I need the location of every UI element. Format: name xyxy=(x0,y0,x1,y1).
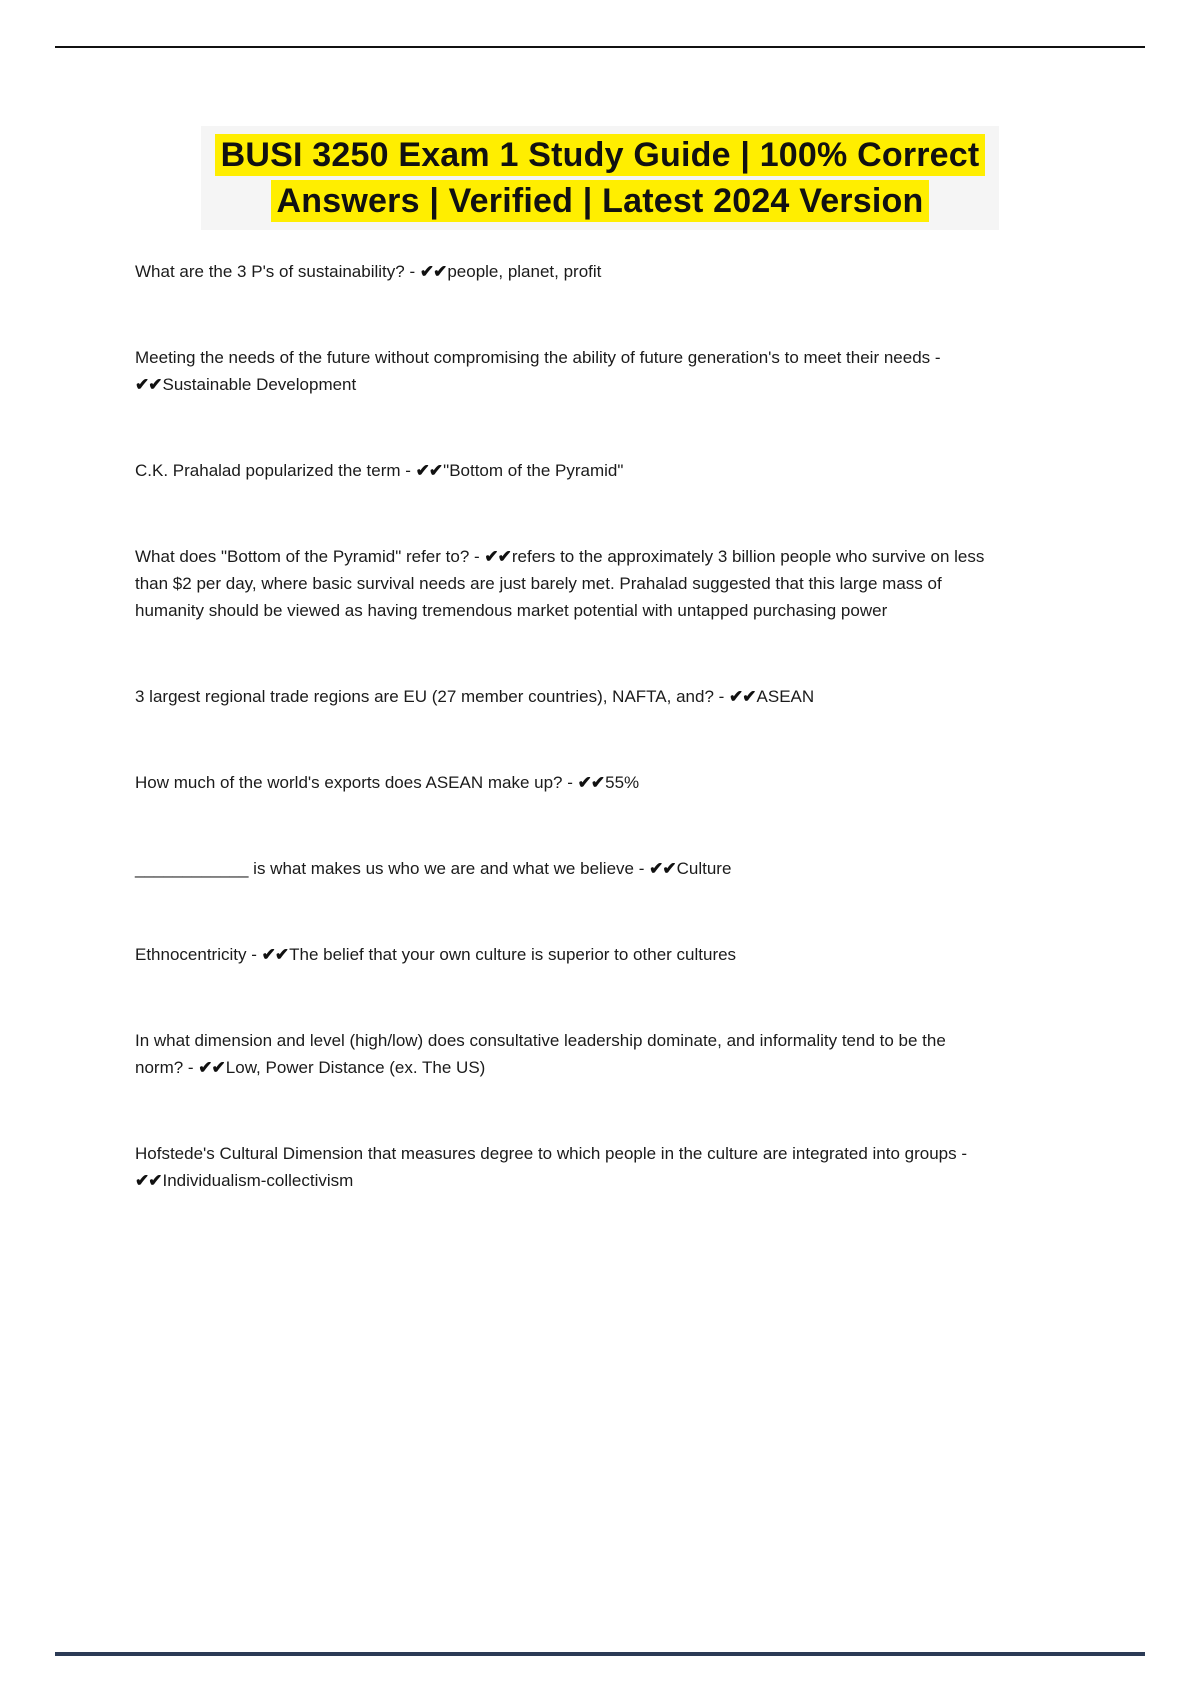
question-text: In what dimension and level (high/low) does consultative leadership dominate, and informality tend to be the norm? - xyxy=(135,1031,946,1077)
qa-item xyxy=(135,258,991,285)
answer-text: people, planet, profit xyxy=(447,262,602,281)
double-checkmark-icon: ✔✔ xyxy=(135,1171,162,1190)
double-checkmark-icon: ✔✔ xyxy=(419,262,447,281)
question-text: C.K. Prahalad popularized the term - xyxy=(135,461,416,480)
bottom-divider xyxy=(55,1652,1145,1656)
title-line-1 xyxy=(215,132,986,178)
double-checkmark-icon: ✔✔ xyxy=(649,859,676,878)
qa-item xyxy=(135,855,991,882)
qa-item xyxy=(135,543,991,624)
double-checkmark-icon: ✔✔ xyxy=(198,1058,225,1077)
answer-text: Low, Power Distance (ex. The US) xyxy=(225,1058,486,1077)
qa-item xyxy=(135,344,991,398)
question-text: How much of the world's exports does ASEAN make up? - xyxy=(135,773,578,792)
title-highlight-2: Answers | Verified | Latest 2024 Version xyxy=(271,180,930,222)
double-checkmark-icon: ✔✔ xyxy=(415,461,443,480)
qa-item xyxy=(135,1027,991,1081)
double-checkmark-icon: ✔✔ xyxy=(577,773,605,792)
answer-text: Culture xyxy=(676,859,732,878)
answer-text: refers to the approximately 3 billion people who survive on less than $2 per day, where basic survival needs are just barely met. Prahalad suggested that this large mass of humanity should be viewed as having tremendous market potential with untapped purchasing power xyxy=(135,547,985,620)
qa-item xyxy=(135,457,991,484)
title-highlight-1: BUSI 3250 Exam 1 Study Guide | 100% Correct xyxy=(215,134,986,176)
title-background xyxy=(201,126,1000,230)
answer-text: The belief that your own culture is superior to other cultures xyxy=(289,945,737,964)
document-title xyxy=(0,126,1200,230)
top-divider xyxy=(55,46,1145,48)
qa-item xyxy=(135,1140,991,1194)
title-line-2 xyxy=(215,178,986,224)
double-checkmark-icon: ✔✔ xyxy=(484,547,511,566)
answer-text: 55% xyxy=(605,773,640,792)
question-text: Hofstede's Cultural Dimension that measures degree to which people in the culture are integrated into groups - xyxy=(135,1144,967,1163)
qa-list xyxy=(135,258,991,1253)
question-text: ____________ is what makes us who we are and what we believe - xyxy=(135,859,650,878)
question-text: Meeting the needs of the future without compromising the ability of future generation's to meet their needs - xyxy=(135,348,941,367)
double-checkmark-icon: ✔✔ xyxy=(135,375,162,394)
question-text: 3 largest regional trade regions are EU (27 member countries), NAFTA, and? - xyxy=(135,687,730,706)
double-checkmark-icon: ✔✔ xyxy=(261,945,289,964)
qa-item xyxy=(135,769,991,796)
qa-item xyxy=(135,683,991,710)
answer-text: Individualism-collectivism xyxy=(162,1171,354,1190)
answer-text: "Bottom of the Pyramid" xyxy=(443,461,624,480)
double-checkmark-icon: ✔✔ xyxy=(729,687,756,706)
question-text: What does "Bottom of the Pyramid" refer to? - xyxy=(135,547,485,566)
qa-item xyxy=(135,941,991,968)
answer-text: ASEAN xyxy=(756,687,815,706)
question-text: Ethnocentricity - xyxy=(135,945,262,964)
question-text: What are the 3 P's of sustainability? - xyxy=(135,262,420,281)
answer-text: Sustainable Development xyxy=(162,375,357,394)
